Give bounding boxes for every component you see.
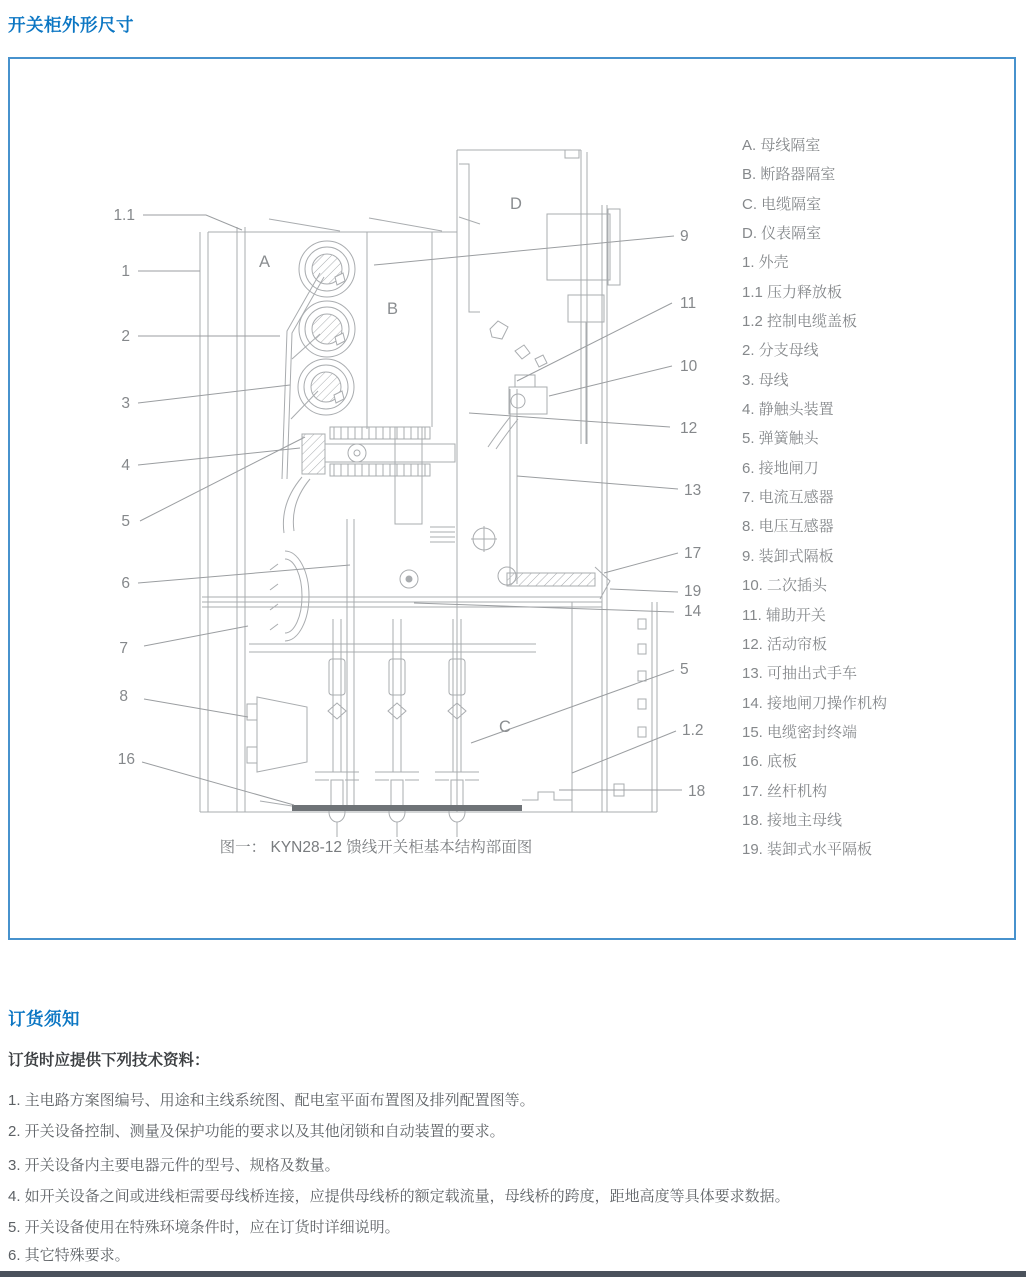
legend-item: 8. 电压互感器: [742, 518, 834, 536]
legend-item: 11. 辅助开关: [742, 606, 826, 624]
legend-item: 16. 底板: [742, 753, 798, 771]
callout-10: 10: [680, 358, 698, 375]
callout-19: 19: [684, 583, 702, 600]
legend-item: 15. 电缆密封终端: [742, 723, 858, 741]
legend-item: 10. 二次插头: [742, 577, 828, 595]
legend-item: 4. 静触头装置: [742, 401, 834, 419]
callout-4: 4: [121, 457, 130, 474]
compartment-c-label: C: [499, 718, 511, 736]
dimensions-section-title: 开关柜外形尺寸: [8, 15, 134, 35]
switchgear-diagram: [10, 59, 736, 938]
compartment-d-label: D: [510, 195, 522, 213]
legend-item: B. 断路器隔室: [742, 166, 836, 184]
callout-9: 9: [680, 228, 689, 245]
callout-6: 6: [121, 575, 130, 592]
compartment-a-label: A: [259, 253, 271, 271]
callout-5-right: 5: [680, 661, 689, 678]
legend-item: 1.1 压力释放板: [742, 283, 843, 301]
legend-item: 5. 弹簧触头: [742, 430, 819, 448]
ordering-section-title: 订货须知: [8, 1009, 80, 1029]
callout-18: 18: [688, 783, 706, 800]
ordering-item: 6. 其它特殊要求。: [8, 1247, 130, 1264]
legend-item: 18. 接地主母线: [742, 811, 843, 829]
callout-2: 2: [121, 328, 130, 345]
legend-item: 6. 接地闸刀: [742, 459, 819, 477]
callout-8: 8: [119, 688, 128, 705]
callout-12: 12: [680, 420, 698, 437]
callout-leader-lines: [138, 215, 682, 805]
callout-13: 13: [684, 482, 702, 499]
ordering-item: 1. 主电路方案图编号、用途和主线系统图、配电室平面布置图及排列配置图等。: [8, 1092, 535, 1109]
legend-item: 7. 电流互感器: [742, 489, 834, 507]
callout-1: 1: [121, 263, 130, 280]
legend-item: 1.2 控制电缆盖板: [742, 313, 858, 331]
footer-strip: [0, 1271, 1026, 1277]
legend-item: C. 电缆隔室: [742, 195, 822, 213]
ordering-item: 4. 如开关设备之间或进线柜需要母线桥连接，应提供母线桥的额定载流量，母线桥的跨度，距地高度等具体要求数据。: [8, 1188, 790, 1205]
legend-item: 13. 可抽出式手车: [742, 665, 858, 683]
legend-item: A. 母线隔室: [742, 137, 821, 154]
legend-item: 19. 装卸式水平隔板: [742, 841, 873, 859]
callout-14: 14: [684, 603, 702, 620]
legend-item: 3. 母线: [742, 371, 789, 389]
figure-legend: [742, 131, 887, 865]
compartment-b-label: B: [387, 300, 399, 318]
ordering-subtitle: 订货时应提供下列技术资料：: [8, 1052, 210, 1069]
callout-3: 3: [121, 395, 130, 412]
callout-1-1: 1.1: [113, 207, 135, 224]
ordering-item: 5. 开关设备使用在特殊环境条件时，应在订货时详细说明。: [8, 1219, 400, 1236]
callout-1-2: 1.2: [682, 722, 704, 739]
legend-item: 17. 丝杆机构: [742, 782, 828, 800]
legend-item: 12. 活动帘板: [742, 635, 828, 653]
callout-labels: [113, 207, 705, 800]
legend-item: 2. 分支母线: [742, 342, 819, 360]
callout-7: 7: [119, 640, 128, 657]
callout-5-left: 5: [121, 513, 130, 530]
callout-11: 11: [680, 295, 697, 312]
ordering-item: 3. 开关设备内主要电器元件的型号、规格及数量。: [8, 1157, 340, 1174]
callout-17: 17: [684, 545, 702, 562]
earth-bus-bar: [292, 805, 522, 811]
ordering-item: 2. 开关设备控制、测量及保护功能的要求以及其他闭锁和自动装置的要求。: [8, 1123, 505, 1140]
figure-border-box: [8, 57, 1016, 940]
legend-item: 14. 接地闸刀操作机构: [742, 694, 888, 712]
legend-item: 1. 外壳: [742, 254, 789, 272]
legend-item: 9. 装卸式隔板: [742, 547, 834, 565]
legend-item: D. 仪表隔室: [742, 225, 822, 243]
figure-caption: 图一： KYN28-12 馈线开关柜基本结构部面图: [219, 839, 533, 856]
callout-16: 16: [117, 751, 135, 768]
